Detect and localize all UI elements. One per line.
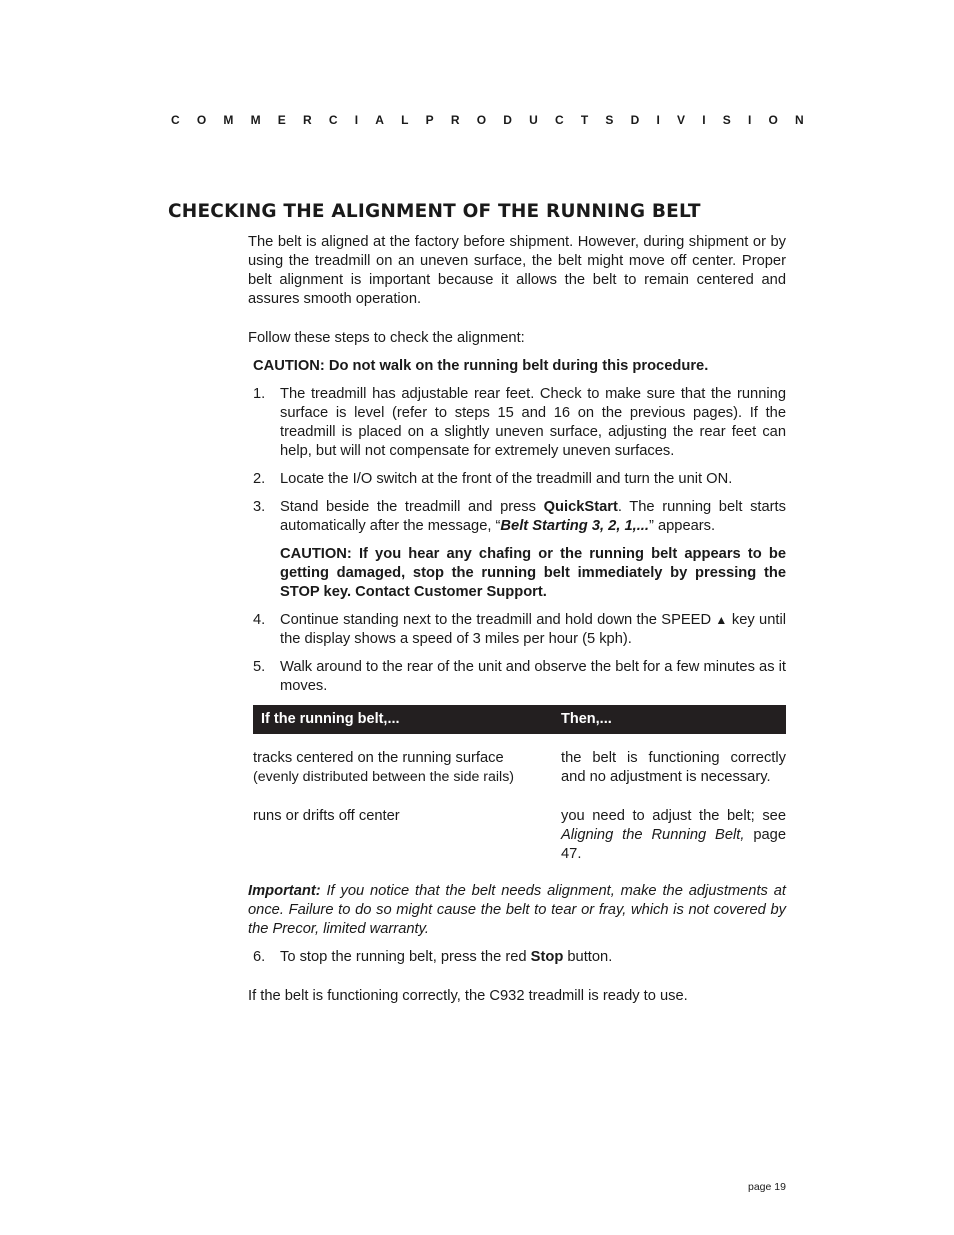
step-text-part: ” appears. [648, 518, 716, 534]
display-message: Belt Starting 3, 2, 1,... [500, 518, 649, 534]
table-header [253, 705, 786, 734]
important-text: If you notice that the belt needs alignment, make the adjustments at once. Failure to do so might cause the belt to tear or fray, which is not covered by the Precor, limited warranty. [248, 883, 786, 937]
section-body [248, 233, 786, 1006]
section-title: CHECKING THE ALIGNMENT OF THE RUNNING BELT [168, 201, 701, 222]
page-number: page 19 [748, 1181, 786, 1193]
intro-paragraph: The belt is aligned at the factory before shipment. However, during shipment or by using the treadmill on an uneven surface, the belt might move off center. Proper belt alignment is important because it allows the belt to remain centered and assures smooth operation. [248, 234, 786, 307]
step-text-part: key until the display shows a speed of 3 miles per hour (5 kph). [280, 612, 786, 647]
step-text [280, 611, 786, 649]
step-text-part: . The running belt starts automatically after the message, “ [280, 499, 786, 534]
caution-warning: CAUTION: If you hear any chafing or the running belt appears to be getting damaged, stop the running belt immediately by pressing the STOP key. Contact Customer Support. [280, 546, 786, 600]
important-note [248, 882, 786, 939]
action-cell [561, 807, 786, 864]
step-text [280, 498, 786, 536]
header-word-3: DIVISION [630, 113, 821, 127]
step-item [248, 385, 786, 461]
step-item [248, 658, 786, 696]
action-text: page 47. [561, 827, 786, 862]
step-text: Locate the I/O switch at the front of the treadmill and turn the unit ON. [280, 471, 733, 487]
step-number: 5. [253, 659, 266, 675]
column-header-condition: If the running belt,... [261, 711, 400, 727]
step-item [248, 948, 786, 967]
follow-text: Follow these steps to check the alignment: [248, 330, 525, 346]
condition-cell [253, 749, 561, 787]
action-text: you need to adjust the belt; see [561, 808, 786, 824]
step-item [248, 611, 786, 649]
condition-note: (evenly distributed between the side rails) [253, 769, 515, 785]
header-word-2: PRODUCTS [425, 113, 631, 127]
up-arrow-icon: ▲ [715, 613, 728, 627]
table-row [253, 749, 786, 787]
alignment-table [253, 705, 786, 864]
condition-cell: runs or drifts off center [253, 808, 400, 824]
step-text: The treadmill has adjustable rear feet. Check to make sure that the running surface is level (refer to steps 15 and 16 on the previous pages). If the treadmill is placed on a slightly uneven surface, adjusting the rear feet can help, but will not compensate for extremely uneven surfaces. [280, 386, 786, 459]
action-cell: the belt is functioning correctly and no adjustment is necessary. [561, 750, 786, 785]
step-item [248, 470, 786, 489]
division-header [171, 113, 821, 127]
table-row [253, 807, 786, 864]
step-number: 4. [253, 612, 266, 628]
step-text-part: Stand beside the treadmill and press [280, 499, 544, 515]
column-header-action: Then,... [561, 711, 612, 727]
step-number: 3. [253, 499, 266, 515]
step-number: 6. [253, 949, 266, 965]
step-number: 1. [253, 386, 266, 402]
step-text-part: To stop the running belt, press the red [280, 949, 531, 965]
step-text: Walk around to the rear of the unit and observe the belt for a few minutes as it moves. [280, 659, 786, 694]
stop-key: Stop [530, 949, 564, 965]
step-text-part: button. [563, 949, 613, 965]
quickstart-key: QuickStart [543, 499, 618, 515]
important-label: Important: [248, 883, 321, 899]
cross-reference: Aligning the Running Belt, [561, 827, 745, 843]
header-word-1: COMMERCIAL [171, 113, 426, 127]
condition-text: tracks centered on the running surface [253, 750, 504, 766]
final-paragraph: If the belt is functioning correctly, the C932 treadmill is ready to use. [248, 988, 688, 1004]
caution-note: CAUTION: Do not walk on the running belt during this procedure. [253, 358, 709, 374]
step-text [280, 948, 786, 967]
step-item [248, 498, 786, 536]
step-text-part: Continue standing next to the treadmill and hold down the SPEED [280, 612, 716, 628]
step-number: 2. [253, 471, 266, 487]
